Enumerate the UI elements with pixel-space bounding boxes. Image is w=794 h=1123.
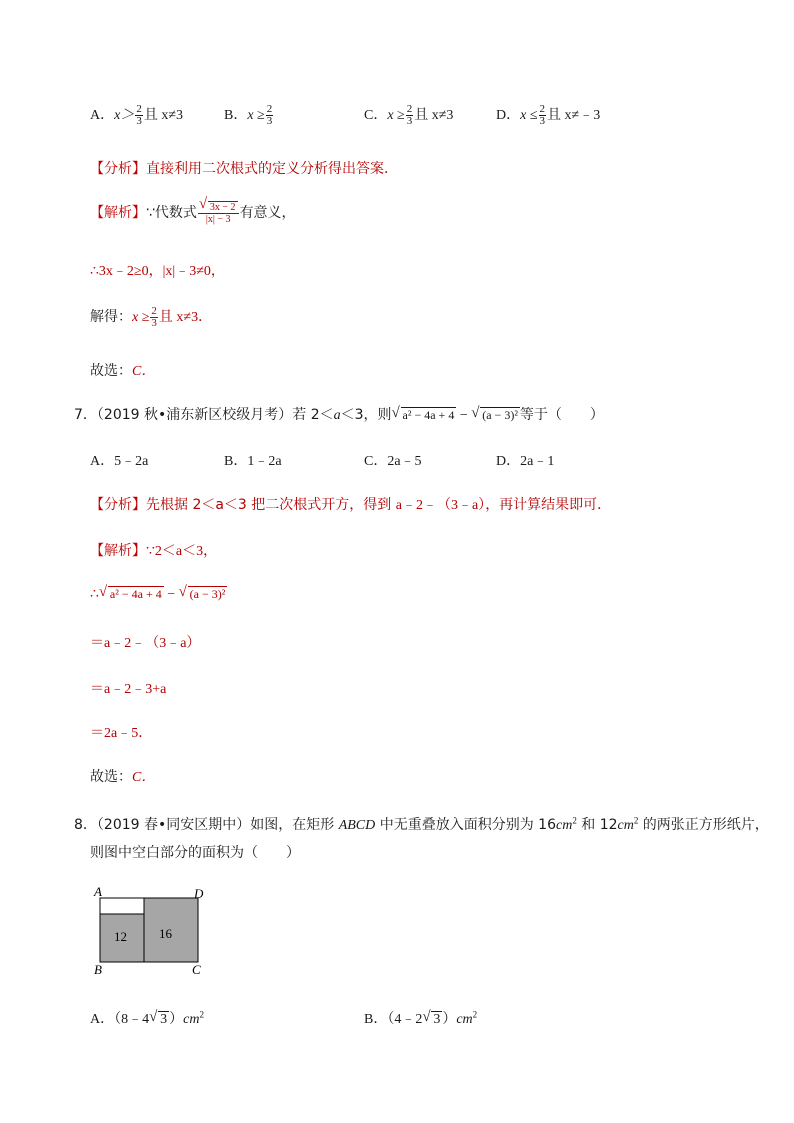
- unit: cm: [555, 818, 573, 833]
- q7-line1: [90, 586, 227, 603]
- stem-text: 等于（ ）: [519, 407, 604, 423]
- option-label: A．: [90, 454, 115, 469]
- option-expr: ）: [169, 1012, 184, 1027]
- solution-text: ∵2＜a＜3，: [146, 544, 218, 559]
- therefore-sign: ∴: [90, 587, 99, 602]
- minus-sign: −: [456, 408, 472, 423]
- option-expr: （4﹣2: [387, 1012, 423, 1027]
- q6-choose: [90, 360, 155, 380]
- option-expr: x＞: [114, 108, 135, 123]
- q7-option-b: [224, 450, 282, 470]
- option-expr: ）: [442, 1012, 457, 1027]
- radical: √ 3: [149, 1009, 168, 1027]
- stem-text: 中无重叠放入面积分别为 16: [375, 817, 556, 833]
- exponent: 2: [633, 815, 639, 826]
- q8-figure: [90, 886, 220, 981]
- q7-choose: [90, 766, 155, 786]
- analysis-text: 直接利用二次根式的定义分析得出答案．: [146, 161, 398, 177]
- option-label: B．: [364, 1012, 388, 1027]
- q6-analysis: [90, 158, 398, 178]
- solve-expr: x ≥: [132, 310, 150, 325]
- q7-option-d: [496, 450, 554, 470]
- q6-step1: ∴3x﹣2≥0，|x|﹣3≠0，: [90, 264, 225, 279]
- q7-line3: ＝a﹣2﹣3+a: [90, 682, 167, 697]
- vertex-a: A: [94, 886, 102, 899]
- q6-option-a: [90, 104, 183, 127]
- q6-option-b: [224, 104, 274, 127]
- q8-option-a: [90, 1008, 204, 1028]
- option-value: 2a﹣1: [520, 454, 555, 469]
- radical: √ a² − 4a + 4: [391, 405, 455, 422]
- fraction: √ 3x − 2 |x| − 3: [198, 202, 239, 225]
- unit: cm: [183, 1012, 200, 1027]
- q7-line2: ＝a﹣2﹣（3﹣a）: [90, 636, 201, 651]
- q7-option-c: [364, 450, 422, 470]
- square-large-label: 16: [159, 926, 172, 941]
- q7-option-a: [90, 450, 148, 470]
- q6-option-c: [364, 104, 453, 127]
- q6-solution: [90, 196, 296, 226]
- analysis-pre: 先根据 2＜a＜3 把二次根式开方，得到: [146, 497, 396, 513]
- solve-label: 解得：: [90, 309, 132, 325]
- stem-text: ＜3，则: [340, 407, 392, 423]
- radical: √ 3: [422, 1009, 441, 1027]
- unit: cm: [456, 1012, 473, 1027]
- q8-stem-line1: [74, 814, 769, 834]
- stem-text: 7．（2019 秋•浦东新区校级月考）若 2＜: [74, 407, 334, 423]
- fraction: $\frac{2}{3}$: [406, 103, 413, 128]
- minus-sign: −: [163, 587, 179, 602]
- analysis-expr: a﹣2﹣（3﹣a）: [395, 498, 486, 513]
- solution-post: 有意义，: [239, 205, 296, 221]
- fraction: $\frac{2}{3}$: [136, 103, 142, 128]
- option-label: C．: [364, 108, 388, 123]
- solution-tag: 【解析】: [90, 205, 146, 221]
- q6-option-d: [496, 104, 600, 127]
- radical: √ (a − 3)²: [178, 584, 226, 601]
- exponent: 2: [572, 815, 577, 826]
- option-value: 5﹣2a: [114, 454, 149, 469]
- option-expr: x ≥: [387, 108, 405, 123]
- q7-line4: ＝2a﹣5．: [90, 726, 153, 741]
- solution-pre: ∵代数式: [146, 205, 197, 221]
- option-label: D．: [496, 108, 521, 123]
- option-expr: （8﹣4: [114, 1012, 150, 1027]
- choose-value: C．: [132, 770, 156, 785]
- stem-text: 的两张正方形纸片，: [638, 817, 769, 833]
- option-value: 1﹣2a: [247, 454, 282, 469]
- option-expr: x ≤: [520, 108, 538, 123]
- q7-stem: [74, 404, 604, 424]
- radical: √ a² − 4a + 4: [98, 584, 162, 601]
- analysis-tag: 【分析】: [90, 161, 146, 177]
- stem-var: a: [333, 408, 341, 423]
- radical: √ 3x − 2: [198, 196, 236, 214]
- option-value: 2a﹣5: [387, 454, 422, 469]
- option-expr: x ≥: [247, 108, 265, 123]
- analysis-tag: 【分析】: [90, 497, 146, 513]
- q7-analysis: [90, 494, 611, 514]
- q8-stem-line2: 则图中空白部分的面积为（ ）: [90, 845, 300, 861]
- radical: √ (a − 3)²: [471, 405, 518, 422]
- stem-text: 和 12: [576, 817, 618, 833]
- fraction: $\frac{2}{3}$: [539, 103, 546, 128]
- square-small-label: 12: [114, 929, 127, 944]
- q6-step2: [90, 306, 212, 329]
- vertex-d: D: [194, 886, 204, 901]
- stem-var: ABCD: [338, 818, 376, 833]
- option-label: A．: [90, 1012, 115, 1027]
- option-label: C．: [364, 454, 388, 469]
- choose-label: 故选：: [90, 363, 132, 379]
- option-condition: 且 x≠3: [414, 108, 454, 123]
- option-label: B．: [224, 454, 248, 469]
- q8-option-b: [364, 1008, 477, 1028]
- solution-tag: 【解析】: [90, 543, 146, 559]
- option-label: D．: [496, 454, 521, 469]
- analysis-post: ，再计算结果即可．: [485, 497, 612, 513]
- option-label: B．: [224, 108, 248, 123]
- option-label: A．: [90, 108, 115, 123]
- unit: cm: [617, 818, 634, 833]
- option-condition: 且 x≠3: [143, 108, 184, 123]
- solve-condition: 且 x≠3．: [158, 310, 213, 325]
- vertex-c: C: [192, 962, 201, 977]
- exponent: 2: [472, 1009, 478, 1020]
- option-condition: 且 x≠﹣3: [547, 108, 601, 123]
- fraction: $\frac{2}{3}$: [151, 305, 157, 330]
- vertex-b: B: [94, 962, 102, 977]
- choose-label: 故选：: [90, 769, 132, 785]
- q7-solution: [90, 540, 217, 560]
- exponent: 2: [199, 1009, 204, 1020]
- choose-value: C．: [132, 364, 156, 379]
- fraction: $\frac{2}{3}$: [266, 103, 273, 128]
- stem-text: 8．（2019 春•同安区期中）如图，在矩形: [74, 817, 339, 833]
